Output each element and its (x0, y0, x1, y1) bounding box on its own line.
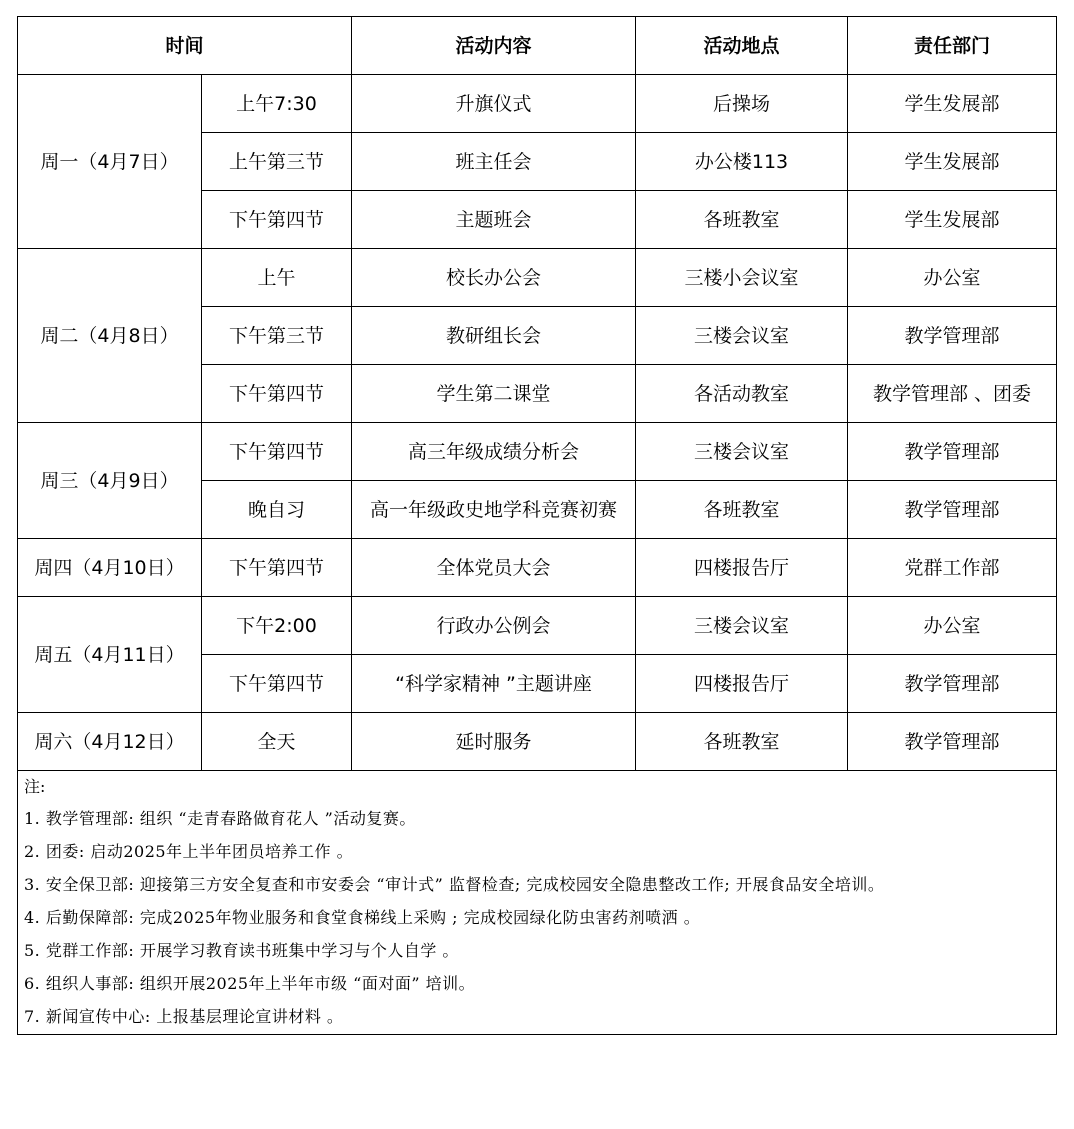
department-cell: 教学管理部 (848, 655, 1057, 713)
table-row (18, 249, 1057, 307)
table-row (18, 75, 1057, 133)
note-item: 3. 安全保卫部: 迎接第三方安全复查和市安委会 “审计式” 监督检查; 完成校园安全隐患整改工作; 开展食品安全培训。 (24, 875, 885, 894)
location-cell: 四楼报告厅 (636, 655, 848, 713)
department-cell: 教学管理部 、团委 (848, 365, 1057, 423)
activity-cell: 高三年级成绩分析会 (352, 423, 636, 481)
time-cell: 下午第四节 (202, 423, 352, 481)
activity-cell: 校长办公会 (352, 249, 636, 307)
activity-cell: 班主任会 (352, 133, 636, 191)
time-cell: 下午第四节 (202, 539, 352, 597)
time-cell: 上午 (202, 249, 352, 307)
location-cell: 各班教室 (636, 481, 848, 539)
time-cell: 下午第四节 (202, 365, 352, 423)
location-cell: 各班教室 (636, 191, 848, 249)
department-cell: 党群工作部 (848, 539, 1057, 597)
activity-cell: 学生第二课堂 (352, 365, 636, 423)
location-cell: 三楼小会议室 (636, 249, 848, 307)
location-cell: 各活动教室 (636, 365, 848, 423)
note-item: 4. 后勤保障部: 完成2025年物业服务和食堂食梯线上采购 ; 完成校园绿化防虫害药剂喷洒 。 (24, 908, 701, 927)
time-cell: 下午2:00 (202, 597, 352, 655)
table-row (18, 423, 1057, 481)
department-cell: 教学管理部 (848, 307, 1057, 365)
department-cell: 教学管理部 (848, 713, 1057, 771)
day-cell: 周一（4月7日） (18, 75, 202, 249)
location-cell: 三楼会议室 (636, 307, 848, 365)
time-cell: 上午7:30 (202, 75, 352, 133)
day-cell: 周三（4月9日） (18, 423, 202, 539)
table-row (18, 539, 1057, 597)
day-cell: 周四（4月10日） (18, 539, 202, 597)
time-cell: 上午第三节 (202, 133, 352, 191)
day-cell: 周二（4月8日） (18, 249, 202, 423)
activity-cell: “科学家精神 ”主题讲座 (352, 655, 636, 713)
note-item: 1. 教学管理部: 组织 “走青春路做育花人 ”活动复赛。 (24, 809, 416, 828)
time-cell: 下午第四节 (202, 191, 352, 249)
header-time: 时间 (18, 17, 352, 75)
department-cell: 办公室 (848, 249, 1057, 307)
department-cell: 学生发展部 (848, 191, 1057, 249)
header-department: 责任部门 (848, 17, 1057, 75)
notes-row (18, 771, 1057, 1035)
time-cell: 全天 (202, 713, 352, 771)
header-row (18, 17, 1057, 75)
activity-cell: 高一年级政史地学科竞赛初赛 (352, 481, 636, 539)
notes-section (18, 771, 1057, 1035)
note-item: 2. 团委: 启动2025年上半年团员培养工作 。 (24, 842, 354, 861)
header-location: 活动地点 (636, 17, 848, 75)
schedule-body (18, 75, 1057, 1035)
location-cell: 三楼会议室 (636, 597, 848, 655)
notes-title: 注: (24, 777, 46, 796)
table-row (18, 713, 1057, 771)
activity-cell: 主题班会 (352, 191, 636, 249)
department-cell: 教学管理部 (848, 481, 1057, 539)
activity-cell: 教研组长会 (352, 307, 636, 365)
department-cell: 学生发展部 (848, 133, 1057, 191)
location-cell: 后操场 (636, 75, 848, 133)
department-cell: 办公室 (848, 597, 1057, 655)
activity-cell: 延时服务 (352, 713, 636, 771)
activity-cell: 行政办公例会 (352, 597, 636, 655)
location-cell: 各班教室 (636, 713, 848, 771)
department-cell: 学生发展部 (848, 75, 1057, 133)
location-cell: 四楼报告厅 (636, 539, 848, 597)
time-cell: 下午第四节 (202, 655, 352, 713)
note-item: 6. 组织人事部: 组织开展2025年上半年市级 “面对面” 培训。 (24, 974, 476, 993)
activity-cell: 全体党员大会 (352, 539, 636, 597)
time-cell: 晚自习 (202, 481, 352, 539)
activity-cell: 升旗仪式 (352, 75, 636, 133)
note-item: 7. 新闻宣传中心: 上报基层理论宣讲材料 。 (24, 1007, 344, 1026)
header-activity: 活动内容 (352, 17, 636, 75)
day-cell: 周五（4月11日） (18, 597, 202, 713)
location-cell: 办公楼113 (636, 133, 848, 191)
day-cell: 周六（4月12日） (18, 713, 202, 771)
time-cell: 下午第三节 (202, 307, 352, 365)
weekly-schedule-table (17, 16, 1057, 1035)
note-item: 5. 党群工作部: 开展学习教育读书班集中学习与个人自学 。 (24, 941, 459, 960)
department-cell: 教学管理部 (848, 423, 1057, 481)
table-row (18, 597, 1057, 655)
location-cell: 三楼会议室 (636, 423, 848, 481)
